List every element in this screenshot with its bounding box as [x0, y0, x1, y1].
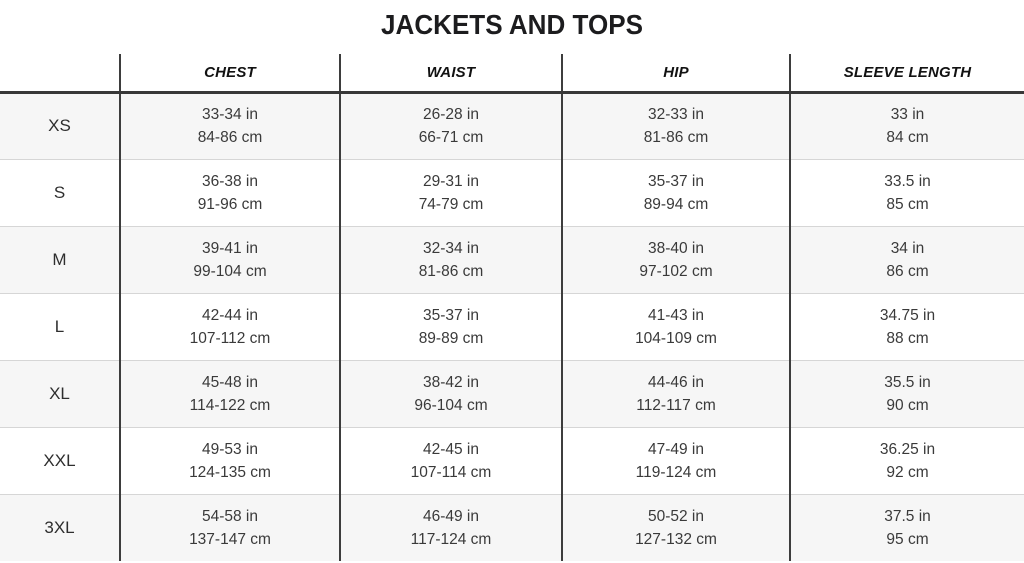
table-row — [0, 360, 1024, 427]
measurement-cell — [562, 226, 790, 293]
size-label: XS — [48, 116, 71, 135]
value-centimeters: 119-124 cm — [635, 463, 717, 481]
value-centimeters: 107-114 cm — [410, 463, 492, 481]
value-centimeters: 96-104 cm — [414, 396, 488, 414]
value-inches: 36.25 in — [879, 440, 936, 458]
value-centimeters: 104-109 cm — [635, 329, 717, 347]
value-inches: 50-52 in — [647, 507, 704, 525]
measurement-cell — [562, 494, 790, 561]
measurement-cell — [120, 226, 340, 293]
value-centimeters: 66-71 cm — [418, 129, 484, 146]
value-inches: 35-37 in — [422, 306, 479, 324]
value-centimeters: 81-86 cm — [643, 129, 709, 146]
value-inches: 44-46 in — [647, 373, 704, 391]
measurement-cell — [790, 360, 1024, 427]
table-row — [0, 92, 1024, 159]
value-inches: 33-34 in — [201, 106, 258, 123]
value-inches: 26-28 in — [422, 106, 479, 123]
value-inches: 42-45 in — [422, 440, 479, 458]
value-inches: 41-43 in — [647, 306, 704, 324]
measurement-cell — [120, 360, 340, 427]
value-inches: 39-41 in — [201, 239, 258, 257]
value-inches: 33 in — [890, 106, 925, 123]
value-centimeters: 89-94 cm — [643, 195, 709, 213]
value-centimeters: 81-86 cm — [418, 262, 484, 280]
measurement-cell — [340, 293, 562, 360]
value-centimeters: 97-102 cm — [639, 262, 713, 280]
value-centimeters: 99-104 cm — [193, 262, 267, 280]
value-centimeters: 89-89 cm — [418, 329, 484, 347]
value-centimeters: 117-124 cm — [410, 530, 492, 548]
value-inches: 37.5 in — [884, 507, 931, 525]
value-centimeters: 114-122 cm — [189, 396, 271, 414]
value-centimeters: 90 cm — [886, 396, 929, 414]
value-centimeters: 124-135 cm — [189, 463, 271, 481]
value-centimeters: 88 cm — [886, 329, 929, 347]
table-row — [0, 159, 1024, 226]
measurement-cell — [562, 427, 790, 494]
value-centimeters: 112-117 cm — [636, 396, 716, 414]
measurement-cell — [120, 92, 340, 159]
value-centimeters: 107-112 cm — [189, 329, 271, 347]
value-inches: 34.75 in — [879, 306, 936, 324]
measurement-cell — [340, 494, 562, 561]
measurement-cell — [790, 226, 1024, 293]
size-chart-table — [0, 54, 1024, 561]
value-inches: 32-34 in — [422, 239, 479, 257]
measurement-cell — [120, 494, 340, 561]
size-label: XL — [0, 360, 120, 427]
measurement-cell — [562, 159, 790, 226]
size-label: M — [0, 226, 120, 293]
column-header-sleeve-length: SLEEVE LENGTH — [790, 54, 1024, 92]
column-header-chest: CHEST — [120, 54, 340, 92]
measurement-cell — [562, 293, 790, 360]
value-inches: 33.5 in — [884, 172, 931, 190]
measurement-cell — [790, 427, 1024, 494]
value-centimeters: 127-132 cm — [635, 530, 717, 548]
value-inches: 35.5 in — [884, 373, 931, 391]
size-label: 3XL — [0, 494, 120, 561]
measurement-cell — [562, 92, 790, 159]
table-row — [0, 293, 1024, 360]
value-centimeters: 86 cm — [886, 262, 929, 280]
table-row — [0, 494, 1024, 561]
value-centimeters: 91-96 cm — [197, 195, 263, 213]
column-header-size — [0, 54, 120, 92]
value-inches: 32-33 in — [647, 106, 704, 123]
measurement-cell — [790, 293, 1024, 360]
page-title: JACKETS AND TOPS — [381, 9, 643, 40]
measurement-cell — [790, 159, 1024, 226]
value-inches: 38-42 in — [422, 373, 479, 391]
column-header-hip: HIP — [562, 54, 790, 92]
value-inches: 38-40 in — [647, 239, 704, 257]
measurement-cell — [120, 427, 340, 494]
value-inches: 45-48 in — [201, 373, 258, 391]
value-inches: 47-49 in — [647, 440, 704, 458]
value-centimeters: 74-79 cm — [418, 195, 484, 213]
value-centimeters: 85 cm — [886, 195, 929, 213]
measurement-cell — [340, 92, 562, 159]
measurement-cell — [340, 159, 562, 226]
value-centimeters: 92 cm — [886, 463, 929, 481]
header-row — [0, 54, 1024, 92]
value-centimeters: 84-86 cm — [197, 129, 263, 146]
value-centimeters: 84 cm — [886, 129, 929, 146]
value-inches: 34 in — [890, 239, 925, 257]
size-label: XXL — [0, 427, 120, 494]
measurement-cell — [340, 226, 562, 293]
measurement-cell — [790, 92, 1024, 159]
measurement-cell — [562, 360, 790, 427]
table-row — [0, 427, 1024, 494]
value-inches: 49-53 in — [201, 440, 258, 458]
size-label: L — [0, 293, 120, 360]
measurement-cell — [120, 159, 340, 226]
measurement-cell — [340, 360, 562, 427]
value-inches: 35-37 in — [647, 172, 704, 190]
measurement-cell — [120, 293, 340, 360]
table-body — [0, 92, 1024, 561]
value-inches: 42-44 in — [201, 306, 258, 324]
value-inches: 54-58 in — [201, 507, 258, 525]
measurement-cell — [340, 427, 562, 494]
measurement-cell — [790, 494, 1024, 561]
value-inches: 46-49 in — [422, 507, 479, 525]
table-row — [0, 226, 1024, 293]
value-inches: 36-38 in — [201, 172, 258, 190]
value-centimeters: 95 cm — [886, 530, 929, 548]
column-header-waist: WAIST — [340, 54, 562, 92]
value-inches: 29-31 in — [422, 172, 479, 190]
size-label: S — [0, 159, 120, 226]
size-chart-page — [0, 9, 1024, 563]
value-centimeters: 137-147 cm — [189, 530, 271, 548]
